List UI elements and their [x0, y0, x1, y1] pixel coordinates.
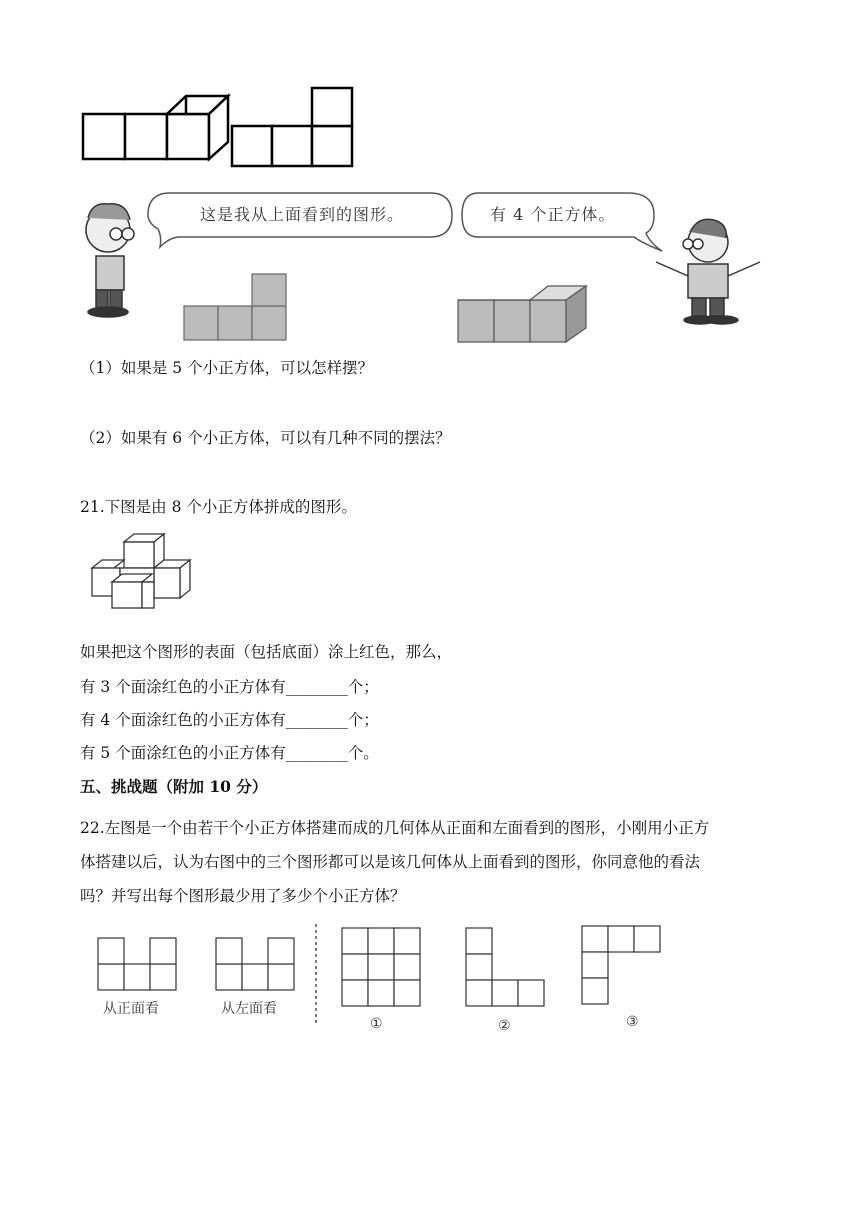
- q21-title: 21.下图是由 8 个小正方体拼成的图形。: [80, 498, 357, 516]
- top-view-option-2: [464, 926, 546, 1008]
- top-view-option-3: [580, 924, 662, 1006]
- bubble-left-text: 这是我从上面看到的图形。: [200, 205, 405, 224]
- grey-cube-row-figure: [456, 284, 596, 346]
- label-option-2: ②: [498, 1018, 511, 1034]
- top-view-option-1: [340, 926, 422, 1008]
- section5-heading: 五、挑战题（附加 10 分）: [80, 777, 268, 796]
- q22-line1: 22.左图是一个由若干个小正方体搭建而成的几何体从正面和左面看到的图形，小刚用小正方: [80, 819, 710, 837]
- q22-line2: 体搭建以后，认为右图中的三个图形都可以是该几何体从上面看到的图形，你同意他的看法: [80, 853, 701, 871]
- label-option-3: ③: [626, 1014, 639, 1030]
- q22-line3: 吗？并写出每个图形最少用了多少个小正方体？: [80, 887, 406, 905]
- label-front-view: 从正面看: [103, 1001, 159, 1017]
- top-view-l-figure: [230, 86, 355, 168]
- label-option-1: ①: [370, 1016, 383, 1032]
- q21-line2: 有 4 个面涂红色的小正方体有________个；: [80, 711, 379, 729]
- dotted-divider: [314, 924, 318, 1024]
- q20-part1: （1）如果是 5 个小正方体，可以怎样摆？: [80, 359, 374, 377]
- eight-cube-figure: [86, 530, 198, 610]
- q21-line3: 有 5 个面涂红色的小正方体有________个。: [80, 744, 379, 762]
- bubble-right-text: 有 4 个正方体。: [490, 205, 616, 224]
- label-left-view: 从左面看: [221, 1001, 277, 1017]
- grey-top-view-figure: [182, 272, 292, 344]
- front-view-figure: [96, 936, 178, 994]
- q20-part2: （2）如果有 6 个小正方体，可以有几种不同的摆法？: [80, 429, 451, 447]
- q21-line1: 有 3 个面涂红色的小正方体有________个；: [80, 678, 379, 696]
- left-view-figure: [214, 936, 296, 994]
- q21-intro: 如果把这个图形的表面（包括底面）涂上红色，那么，: [80, 643, 453, 661]
- cube-row-3d-figure: [80, 92, 235, 162]
